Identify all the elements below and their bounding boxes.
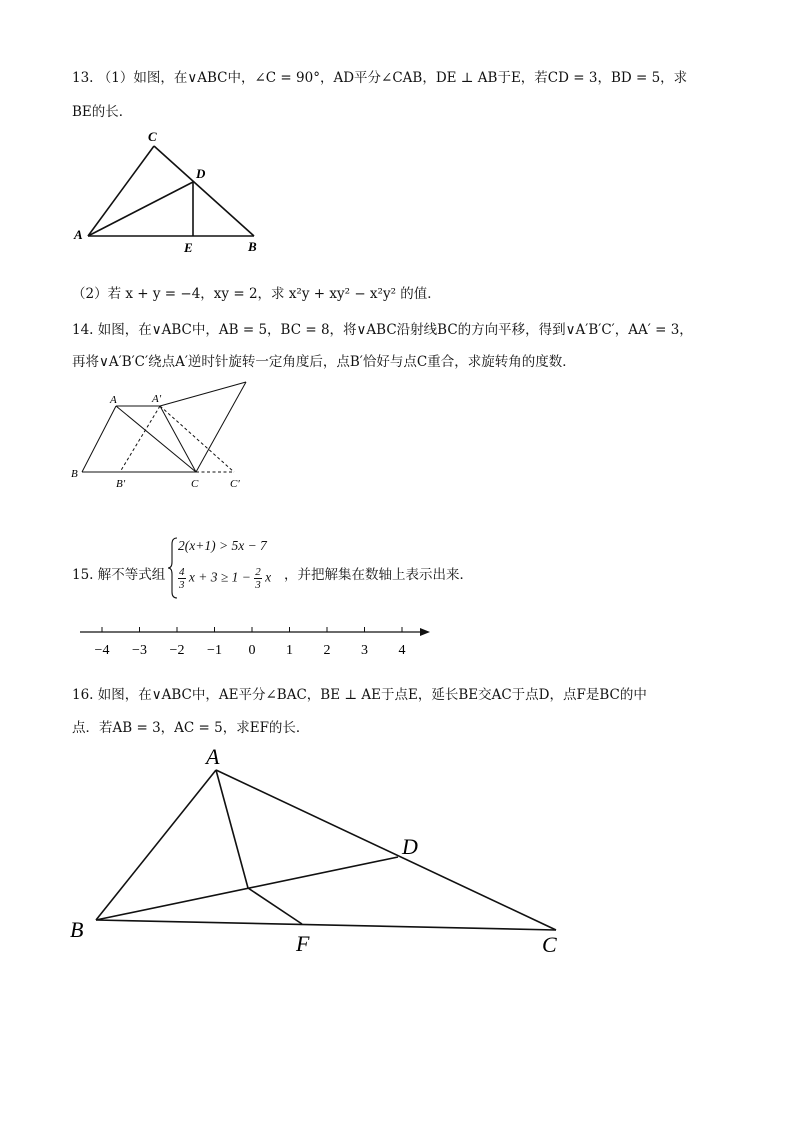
number-line-tick-label: 3 [361, 643, 368, 658]
q15-prefix: 15. 解不等式组 [72, 567, 166, 583]
q13-part2-text: （2）若 x + y = −4，xy = 2，求 x²y + xy² − x²y² 的值． [72, 286, 441, 302]
q15-suffix: ，并把解集在数轴上表示出来． [284, 567, 473, 583]
q15-inequality-1: 2(x+1) > 5x − 7 [178, 538, 267, 553]
q16-triangle-figure [66, 740, 576, 962]
q14-dashed-a1c1 [160, 406, 234, 472]
q16-label-b: B [70, 917, 84, 942]
q14-text-line2: 再将∨A′B′C′绕点A′逆时针旋转一定角度后，点B′恰好与点C重合，求旋转角的度数． [72, 354, 576, 370]
q14-side-ab [82, 406, 116, 472]
q16-segment-ef [248, 888, 302, 924]
q13-label-a: A [74, 227, 83, 242]
q14-rotated-side-right [196, 382, 246, 472]
q14-side-ac [116, 406, 196, 472]
q13-text-line2: BE的长． [72, 104, 133, 120]
q14-translation-figure [66, 376, 266, 492]
q14-dashed-a1b1 [120, 406, 160, 472]
q16-side-ac [216, 770, 556, 930]
number-line-tick-label: 1 [286, 643, 293, 658]
number-line-tick-label: −3 [132, 643, 147, 658]
q13-label-b: B [248, 239, 257, 254]
q15-ineq2-end: x [265, 569, 272, 585]
q16-text-line2: 点．若AB = 3，AC = 5，求EF的长． [72, 720, 310, 736]
q14-text-line1: 14. 如图，在∨ABC中，AB = 5，BC = 8，将∨ABC沿射线BC的方向平移，得到∨A′B′C′，AA′ = 3， [72, 322, 693, 338]
number-line-tick-label: −2 [169, 643, 185, 658]
q13-text-line1: 13. （1）如图，在∨ABC中，∠C = 90°，AD平分∠CAB，DE ⊥ AB于E，若CD = 3，BD = 5，求 [72, 70, 688, 86]
number-line-tick-label: 0 [248, 643, 256, 658]
q16-label-f: F [296, 931, 310, 956]
q15-frac1-num: 4 [179, 566, 185, 578]
q13-label-e: E [184, 240, 193, 255]
q16-segment-ae [216, 770, 248, 888]
number-line-tick-label: 4 [398, 643, 406, 658]
q16-segment-bd [96, 857, 398, 920]
q16-side-ab [96, 770, 216, 920]
number-line-tick-label: −4 [94, 643, 110, 658]
q14-rotated-side-top [160, 382, 246, 406]
q15-inequality-2 [178, 566, 271, 591]
number-line-tick-label: −1 [207, 643, 222, 658]
number-line-tick-label: 2 [323, 643, 331, 658]
q15-frac2-den: 3 [255, 579, 261, 591]
q16-label-c: C [542, 932, 557, 957]
q14-label-a: A [110, 394, 117, 406]
q15-inequality-system [168, 536, 288, 600]
q16-text-line1: 16. 如图，在∨ABC中，AE平分∠BAC，BE ⊥ AE于点E，延长BE交AC于点D，点F是BC的中 [72, 687, 647, 703]
q13-triangle-figure [68, 128, 268, 256]
q13-label-c: C [148, 129, 157, 144]
q14-segment-a1c [160, 406, 196, 472]
q14-label-c: C [191, 478, 199, 490]
q15-ineq2-middle: x + 3 ≥ 1 − [188, 569, 251, 585]
q15-frac2-num: 2 [255, 566, 261, 578]
q14-label-b: B [71, 468, 78, 480]
q13-side-ac [88, 146, 154, 236]
q13-segment-ad [88, 182, 193, 236]
q16-side-bc [96, 920, 556, 930]
q14-label-c-prime: C′ [230, 478, 240, 490]
q15-frac1-den: 3 [179, 579, 185, 591]
q15-number-line [72, 620, 442, 662]
q13-side-cb [154, 146, 254, 236]
q15-left-brace [168, 536, 178, 600]
number-line-arrow-icon [420, 628, 430, 636]
q14-label-b-prime: B′ [116, 478, 126, 490]
q16-label-a: A [206, 744, 220, 769]
q16-label-d: D [402, 834, 418, 859]
q14-label-a-prime: A′ [152, 393, 162, 405]
q13-label-d: D [196, 166, 206, 181]
